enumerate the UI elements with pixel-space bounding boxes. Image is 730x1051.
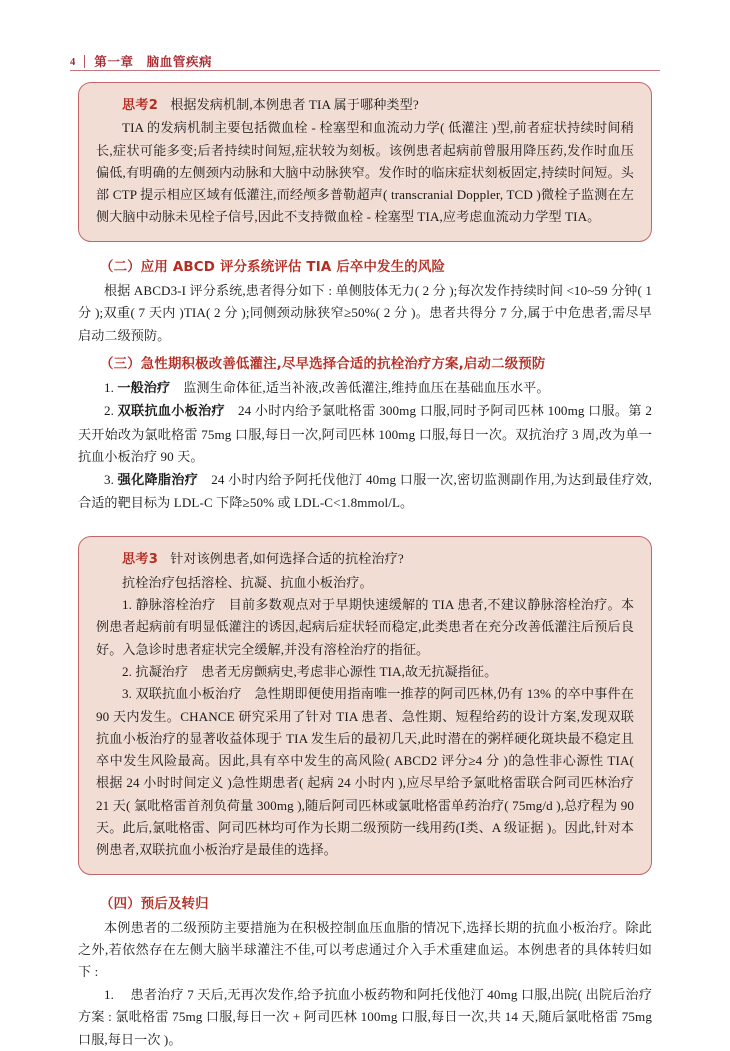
section-3-heading: （三）急性期积极改善低灌注,尽早选择合适的抗栓治疗方案,启动二级预防 [100,357,546,372]
section-3-item-3-label: 强化降脂治疗 [117,472,199,488]
think-box-2 [78,82,652,242]
think-box-3-question: 针对该例患者,如何选择合适的抗栓治疗? [170,551,404,567]
think-box-3-question-line [96,548,634,571]
section-3-item-1 [78,377,652,400]
think-box-3-item-1-label: 静脉溶栓治疗 [135,597,216,613]
think-box-3-item-3-text: 急性期即便使用指南唯一推荐的阿司匹林,仍有 13% 的卒中事件在 90 天内发生。CHANCE 研究采用了针对 TIA 患者、急性期、短程给药的设计方案,发现双联抗血小板治疗的显著收益体现于 TIA 发生后的最初几天,此时潜在的粥样硬化斑块最不稳定且卒中发生风险最高。因此,具有卒中发生的高风险( ABCD2 评分≥4 分 )的急性非心源性 TIA( 根据 24 小时时间定义 )急性期患者( 起病 24 小时内 ),应尽早给予氯吡格雷联合阿司匹林治疗 21 天( 氯吡格雷首剂负荷量 300mg ),随后阿司匹林或氯吡格雷单药治疗( 75mg/d ),总疗程为 90 天。此后,氯吡格雷、阿司匹林均可作为长期二级预防一线用药(Ⅰ类、A 级证据 )。因此,针对本例患者,双联抗血小板治疗是最佳的选择。 [96,686,634,858]
section-3-item-1-number: 1. [104,380,115,395]
think-box-3-item-2-label: 抗凝治疗 [135,663,189,679]
header-divider [84,55,85,68]
section-3-item-3-text: 24 小时内给予阿托伐他汀 40mg 口服一次,密切监测副作用,为达到最佳疗效,合适的靶目标为 LDL-C 下降≥50% 或 LDL-C<1.8mmol/L。 [78,471,653,511]
think-box-3 [78,536,652,874]
section-4-item-1-number: 1. [104,986,115,1002]
section-4-item-1 [78,984,652,1051]
think-box-3-item-1-text: 目前多数观点对于早期快速缓解的 TIA 患者,不建议静脉溶栓治疗。本例患者起病前有明显低灌注的诱因,起病后症状轻而稳定,此类患者在充分改善低灌注后预后良好。入急诊时患者症状完全缓解,并没有溶栓治疗的指征。 [96,597,635,657]
think-box-3-item-2-number: 2. [122,663,133,679]
think-box-3-item-1-number: 1. [122,597,133,613]
section-4-paragraph: 本例患者的二级预防主要措施为在积极控制血压血脂的情况下,选择长期的抗血小板治疗。除此之外,若依然存在左侧大脑半球灌注不佳,可以考虑通过介入手术重建血运。本例患者的具体转归如下 : [78,919,652,980]
page-number: 4 [70,56,76,68]
chapter-title: 第一章 脑血管疾病 [94,53,213,69]
think-box-3-item-1 [96,594,634,661]
think-box-2-question-line [96,94,634,117]
section-4-item-1-text: 患者治疗 7 天后,无再次发作,给予抗血小板药物和阿托伐他汀 40mg 口服,出院( 出院后治疗方案 : 氯吡格雷 75mg 口服,每日一次 + 阿司匹林 100mg 口服,每日一次,共 14 天,随后氯吡格雷 75mg 口服,每日一次 )。 [78,986,653,1047]
think-box-3-item-3-label: 双联抗血小板治疗 [135,686,242,702]
section-3-item-2-text: 24 小时内给予氯吡格雷 300mg 口服,同时予阿司匹林 100mg 口服。第 2 天开始改为氯吡格雷 75mg 口服,每日一次,阿司匹林 100mg 口服,每日一次。双抗治疗 3 周,改为单一抗血小板治疗 90 天。 [78,403,653,465]
page-header [70,44,660,70]
think-box-3-item-2 [96,661,634,683]
section-3-item-1-text: 监测生命体征,适当补液,改善低灌注,维持血压在基础血压水平。 [183,380,550,395]
section-3-item-3-number: 3. [104,471,115,487]
section-2-heading: （二）应用 ABCD 评分系统评估 TIA 后卒中发生的风险 [100,259,446,275]
think-box-2-question: 根据发病机制,本例患者 TIA 属于哪种类型? [170,97,419,112]
section-3-item-1-label: 一般治疗 [117,381,171,396]
section-2-paragraph: 根据 ABCD3-I 评分系统,患者得分如下 : 单侧肢体无力( 2 分 );每次发作持续时间 <10~59 分钟( 1 分 );双重( 7 天内 )TIA( 2 分 );同侧颈动脉狭窄≥50%( 2 分 )。患者共得分 7 分,属于中危患者,需尽早启动二级预防。 [78,282,652,343]
think-box-3-intro: 抗栓治疗包括溶栓、抗凝、抗血小板治疗。 [122,574,373,590]
section-3-item-2-label: 双联抗血小板治疗 [117,404,225,420]
section-3-item-2-number: 2. [104,403,115,419]
section-4-heading: （四）预后及转归 [100,896,209,912]
think-box-2-label: 思考2 [122,98,159,113]
think-box-3-label: 思考3 [122,552,159,568]
think-box-2-body: TIA 的发病机制主要包括微血栓 - 栓塞型和血流动力学( 低灌注 )型,前者症状持续时间稍长,症状可能多变;后者持续时间短,症状较为刻板。该例患者起病前曾服用降压药,发作时血压偏低,有明确的左侧颈内动脉和大脑中动脉狭窄。发作时的临床症状刻板固定,持续时间短。头部 CTP 提示相应区域有低灌注,而经颅多普勒超声( transcranial Doppler, TCD )微栓子监测在左侧大脑中动脉未见栓子信号,因此不支持微血栓 - 栓塞型 TIA,应考虑血流动力学型 TIA。 [96,120,634,225]
section-3-item-3 [78,469,652,515]
think-box-3-item-3 [96,683,634,861]
think-box-3-item-2-text: 患者无房颤病史,考虑非心源性 TIA,故无抗凝指征。 [201,663,498,679]
page-content [78,82,652,1051]
header-rule [70,70,660,71]
think-box-3-item-3-number: 3. [122,686,133,702]
section-3-item-2 [78,400,652,468]
